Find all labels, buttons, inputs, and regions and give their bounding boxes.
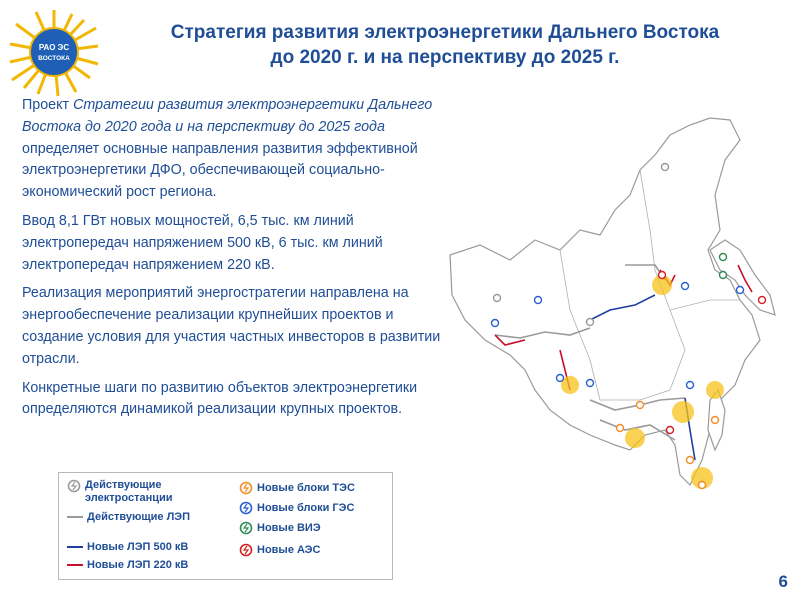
paragraph-1: [22, 95, 452, 204]
line-500-swatch: [67, 546, 83, 548]
legend-existing-plants-label: Действующие электростанции: [85, 479, 173, 504]
rao-es-vostoka-logo: [6, 6, 102, 98]
plant-existing-marker: [587, 319, 594, 326]
legend-new-500-label: Новые ЛЭП 500 кВ: [87, 541, 189, 553]
p1-suffix: определяет основные направления развития эффективной электроэнергетики ДФО, обеспечивающей социально-экономический рост региона.: [22, 140, 418, 201]
plant-ges-marker: [557, 375, 564, 382]
p1-prefix: Проект: [22, 97, 74, 113]
page-title: [100, 20, 790, 70]
legend-new-ges-label: Новые блоки ГЭС: [257, 502, 355, 514]
plant-vie-marker: [720, 272, 727, 279]
body-text: [22, 95, 452, 428]
paragraph-3: Реализация мероприятий энергостратегии направлена на энергообеспечение реализации крупнейших проектов и создание условия для участия частных инвесторов в развитии отрасли.: [22, 285, 441, 367]
existing-line-swatch: [67, 516, 83, 518]
plant-tes-marker: [699, 482, 706, 489]
legend-new-220-label: Новые ЛЭП 220 кВ: [87, 559, 189, 571]
vie-icon: [239, 521, 253, 535]
logo-text-line1: РАО ЭС: [38, 43, 70, 52]
tes-icon: [239, 481, 253, 495]
legend-new-aes-label: Новые АЭС: [257, 544, 321, 556]
aes-icon: [239, 543, 253, 557]
title-line-1: Стратегия развития электроэнергетики Дальнего Востока: [170, 22, 720, 43]
plant-tes-marker: [637, 402, 644, 409]
plant-vie-marker: [720, 254, 727, 261]
existing-plant-icon: [67, 479, 81, 493]
legend-new-220: [67, 559, 188, 571]
plant-tes-marker: [712, 417, 719, 424]
legend-existing-lines-label: Действующие ЛЭП: [87, 511, 191, 523]
legend-existing-plants: [67, 479, 195, 505]
plant-aes-marker: [659, 272, 666, 279]
ges-icon: [239, 501, 253, 515]
legend-new-vie: [239, 521, 321, 535]
plant-tes-marker: [617, 425, 624, 432]
legend-new-aes: [239, 543, 320, 557]
logo-text-line2: ВОСТОКА: [38, 55, 70, 62]
plant-ges-marker: [682, 283, 689, 290]
highlight-zone: [706, 381, 724, 399]
highlight-zone: [672, 401, 694, 423]
legend-new-vie-label: Новые ВИЭ: [257, 522, 321, 534]
legend-new-ges: [239, 501, 354, 515]
plant-ges-marker: [737, 287, 744, 294]
plant-aes-marker: [759, 297, 766, 304]
legend-new-500: [67, 541, 188, 553]
plant-ges-marker: [492, 320, 499, 327]
far-east-map: [440, 100, 785, 500]
paragraph-4: Конкретные шаги по развитию объектов электроэнергетики определяются динамикой реализации крупных проектов.: [22, 379, 418, 418]
map-legend: [58, 472, 393, 580]
plant-existing-marker: [494, 295, 501, 302]
legend-existing-lines: [67, 511, 190, 523]
legend-new-tes: [239, 481, 355, 495]
legend-new-tes-label: Новые блоки ТЭС: [257, 482, 355, 494]
plant-ges-marker: [535, 297, 542, 304]
paragraph-2: Ввод 8,1 ГВт новых мощностей, 6,5 тыс. км линий электропередач напряжением 500 кВ, 6 тыс. км линий электропередач напряжением 220 кВ.: [22, 212, 383, 273]
page-number: 6: [778, 572, 788, 591]
plant-ges-marker: [587, 380, 594, 387]
p1-italic: Стратегии развития электроэнергетики Дальнего Востока до 2020 года и на перспективу до 2025 года: [22, 97, 433, 135]
highlight-zone: [625, 428, 645, 448]
plant-ges-marker: [687, 382, 694, 389]
line-220-swatch: [67, 564, 83, 566]
plant-existing-marker: [662, 164, 669, 171]
plant-aes-marker: [667, 427, 674, 434]
title-line-2: до 2020 г. и на перспективу до 2025 г.: [270, 47, 620, 68]
plant-tes-marker: [687, 457, 694, 464]
